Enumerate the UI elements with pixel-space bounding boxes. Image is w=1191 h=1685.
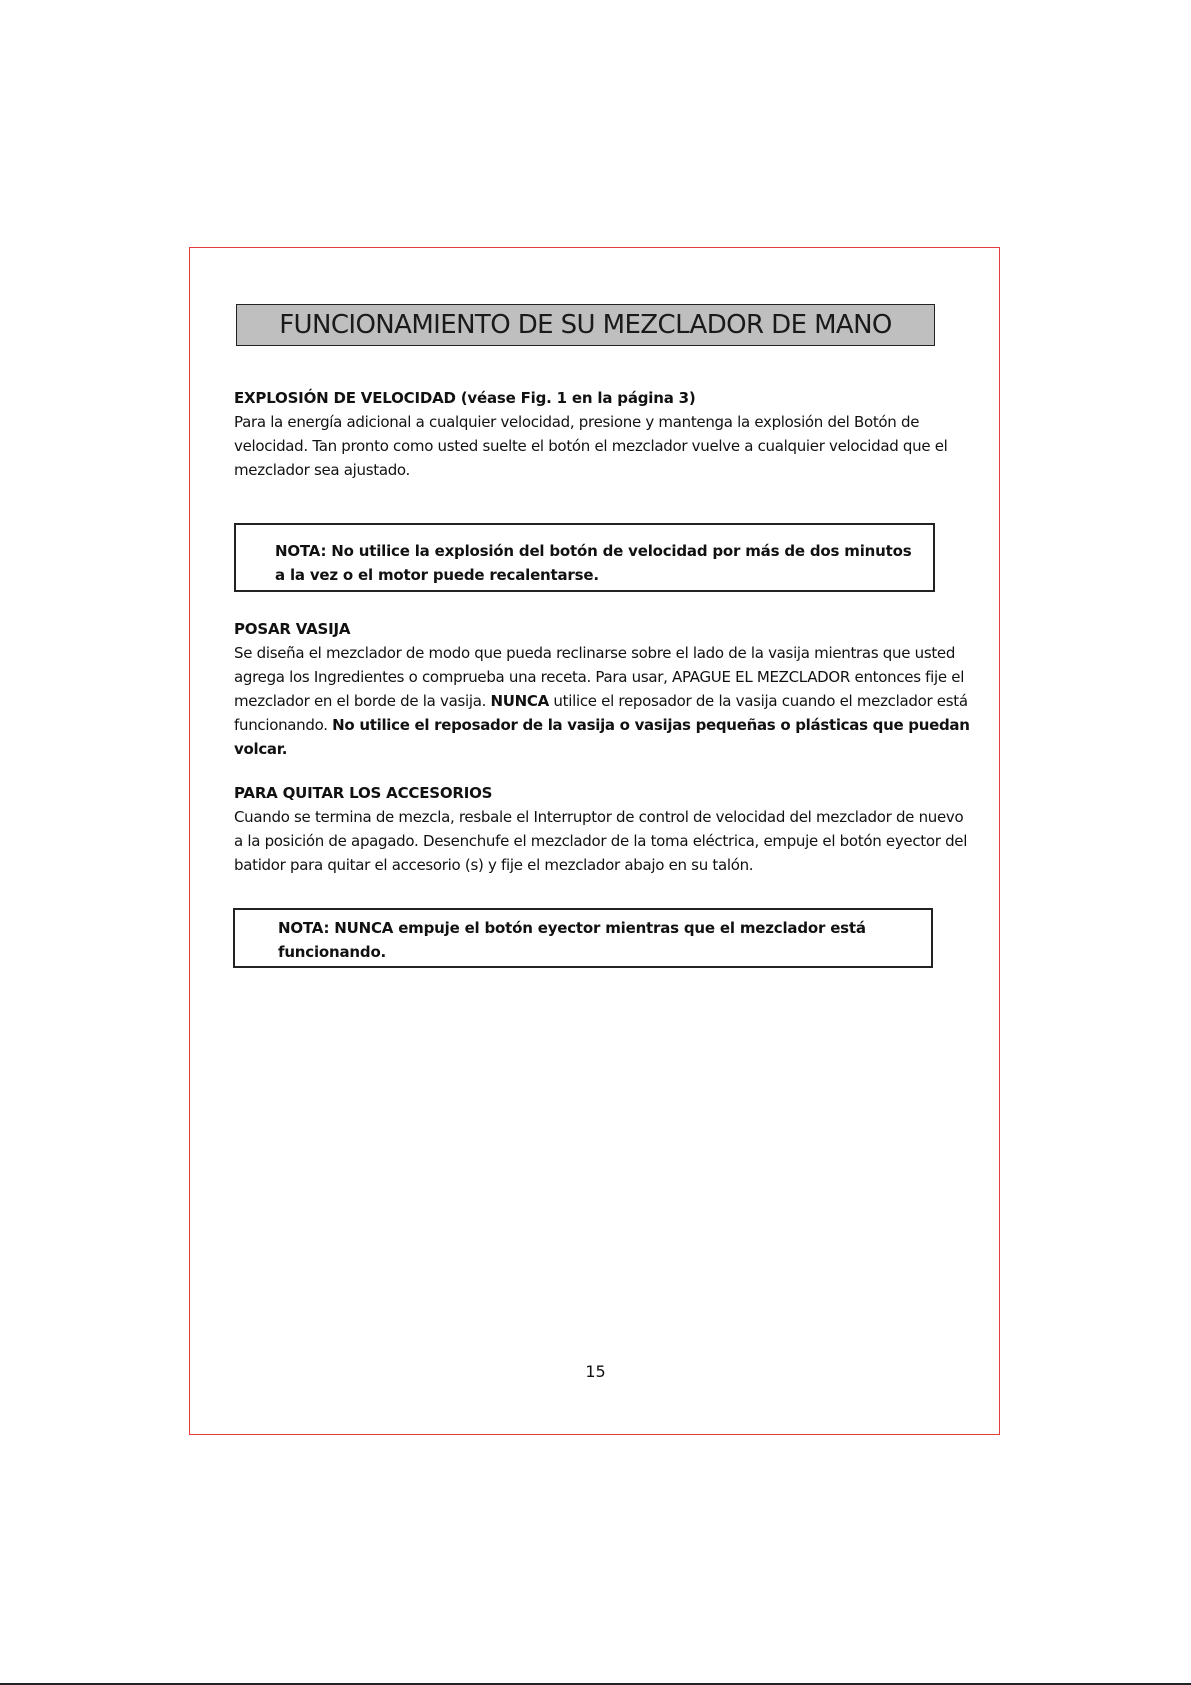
section-remove-accessories <box>234 781 974 877</box>
note-line: a la vez o el motor puede recalentarse. <box>275 566 599 584</box>
body-text: utilice el reposador de la vasija cuando el mezclador está funcionando. <box>234 692 968 734</box>
section-bowl-rest <box>234 617 974 761</box>
section-body <box>234 641 974 761</box>
page-title: FUNCIONAMIENTO DE SU MEZCLADOR DE MANO <box>279 310 892 340</box>
note-line: NOTA: NUNCA empuje el botón eyector mientras que el mezclador está <box>278 919 866 937</box>
note-line: funcionando. <box>278 943 387 961</box>
body-bold-text: No utilice el reposador de la vasija o vasijas pequeñas o plásticas que puedan volcar. <box>234 716 970 758</box>
page-title-box <box>236 304 935 346</box>
page-number: 15 <box>585 1362 606 1381</box>
section-body: Para la energía adicional a cualquier velocidad, presione y mantenga la explosión del Botón de velocidad. Tan pronto como usted suelte el botón el mezclador vuelve a cualquier velocidad que el mezclador sea ajustado. <box>234 413 948 479</box>
section-heading: PARA QUITAR LOS ACCESORIOS <box>234 784 493 802</box>
note-box-ejector <box>233 908 933 968</box>
note-line: NOTA: No utilice la explosión del botón de velocidad por más de dos minutos <box>275 542 912 560</box>
body-text: Se diseña el mezclador de modo que pueda reclinarse sobre el lado de la vasija mientras que usted agrega los Ingredientes o comprueba una receta. Para usar, APAGUE EL MEZCLADOR entonces fije el mezclador en el borde de la vasija. <box>234 644 965 710</box>
section-heading: POSAR VASIJA <box>234 620 351 638</box>
section-body: Cuando se termina de mezcla, resbale el Interruptor de control de velocidad del mezclador de nuevo a la posición de apagado. Desenchufe el mezclador de la toma eléctrica, empuje el botón eyector del batidor para quitar el accesorio (s) y fije el mezclador abajo en su talón. <box>234 808 968 874</box>
section-heading: EXPLOSIÓN DE VELOCIDAD (véase Fig. 1 en la página 3) <box>234 389 696 407</box>
section-speed-burst <box>234 386 974 482</box>
note-box-speed <box>234 523 935 592</box>
body-bold-text: NUNCA <box>490 692 549 710</box>
